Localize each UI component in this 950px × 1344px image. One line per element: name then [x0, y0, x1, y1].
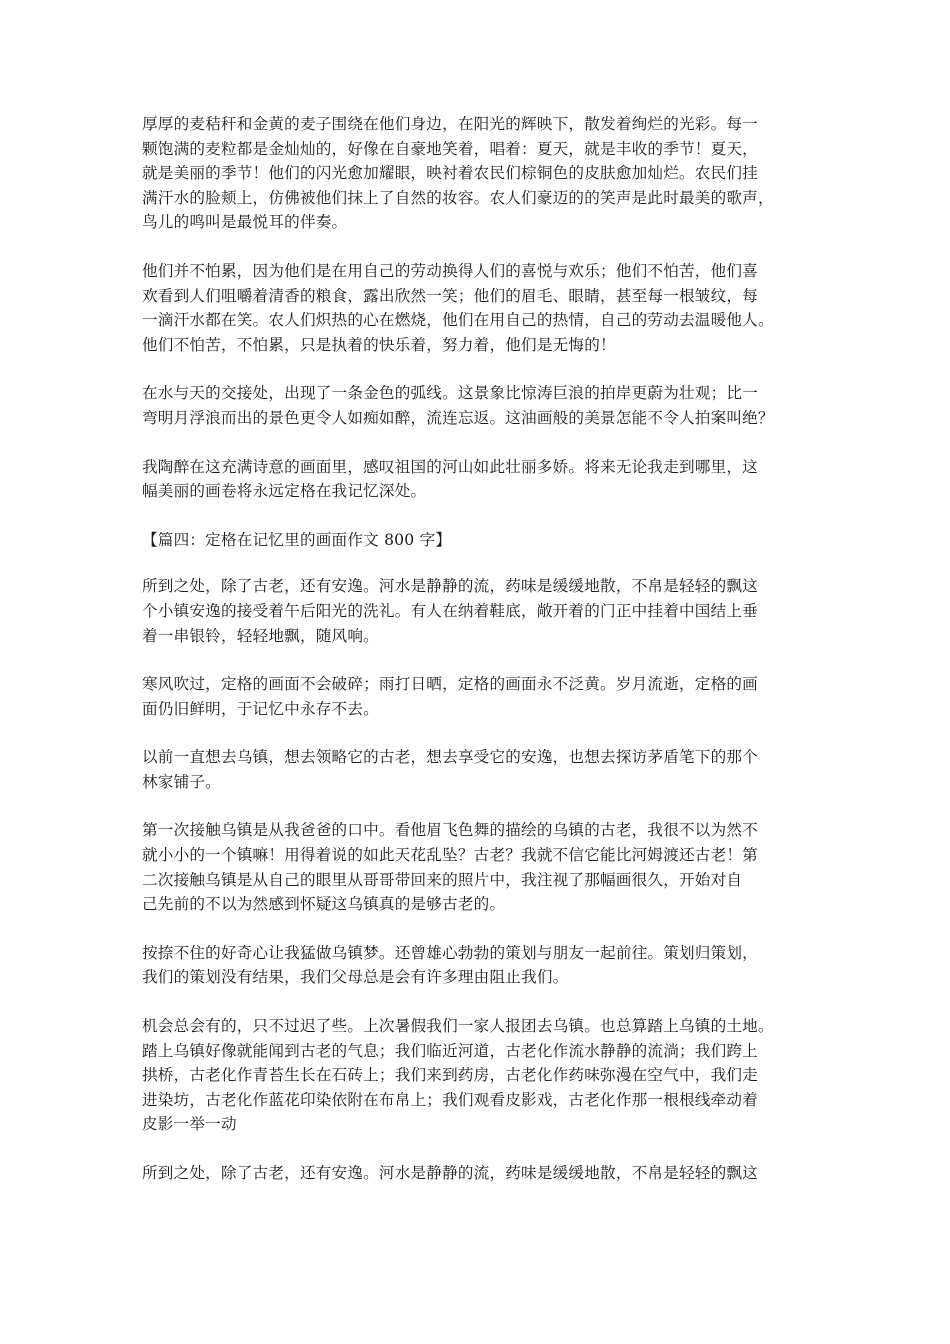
text-line: 一滴汗水都在笑。农人们炽热的心在燃烧，他们在用自己的热情，自己的劳动去温暖他人。 [142, 311, 774, 330]
text-line: 寒风吹过，定格的画面不会破碎；雨打日晒，定格的画面永不泛黄。岁月流逝，定格的画 [142, 675, 758, 694]
text-line: 他们并不怕累，因为他们是在用自己的劳动换得人们的喜悦与欢乐；他们不怕苦，他们喜 [142, 261, 758, 280]
paragraph-cold-wind [142, 672, 832, 721]
text-line: 所到之处，除了古老，还有安逸。河水是静静的流，药味是缓缓地散，不帛是轻轻的飘这 [142, 577, 758, 596]
text-line: 就是美丽的季节！他们的闪光愈加耀眼，映衬着农民们棕铜色的皮肤愈加灿烂。农民们挂 [142, 164, 758, 183]
paragraph-curiosity [142, 941, 832, 990]
paragraph-opportunity [142, 1014, 832, 1137]
text-line: 所到之处，除了古老，还有安逸。河水是静静的流，药味是缓缓地散，不帛是轻轻的飘这 [142, 1164, 758, 1182]
text-line: 我们的策划没有结果，我们父母总是会有许多理由阻止我们。 [142, 968, 569, 987]
section-heading: 【篇四：定格在记忆里的画面作文 800 字】 [142, 530, 452, 549]
paragraph-horizon [142, 381, 832, 430]
text-line: 颗饱满的麦粒都是金灿灿的，好像在自豪地笑着，唱着：夏天，就是丰收的季节！夏天， [142, 139, 758, 158]
text-line: 着一串银铃，轻轻地飘，随风响。 [142, 626, 379, 645]
text-line: 皮影一举一动 [142, 1115, 237, 1134]
text-line: 二次接触乌镇是从自己的眼里从哥哥带回来的照片中，我注视了那幅画很久，开始对自 [142, 870, 743, 889]
paragraph-wuzhen-wish [142, 745, 832, 794]
document-page [142, 112, 832, 1210]
text-line: 第一次接触乌镇是从我爸爸的口中。看他眉飞色舞的描绘的乌镇的古老，我很不以为然不 [142, 821, 758, 840]
text-line: 就小小的一个镇嘛！用得着说的如此天花乱坠？古老？我就不信它能比河姆渡还古老！第 [142, 846, 758, 865]
paragraph-first-contact [142, 818, 832, 916]
paragraph-ancient-leisure [142, 574, 832, 648]
text-line: 己先前的不以为然感到怀疑这乌镇真的是够古老的。 [142, 895, 506, 914]
text-line: 我陶醉在这充满诗意的画面里，感叹祖国的河山如此壮丽多娇。将来无论我走到哪里，这 [142, 457, 758, 476]
text-line: 在水与天的交接处，出现了一条金色的弧线。这景象比惊涛巨浪的拍岸更蔚为壮观；比一 [142, 384, 758, 403]
text-line: 踏上乌镇好像就能闻到古老的气息；我们临近河道，古老化作流水静静的流淌；我们跨上 [142, 1041, 758, 1060]
text-line: 欢看到人们咀嚼着清香的粮食，露出欣然一笑；他们的眉毛、眼睛，甚至每一根皱纹，每 [142, 286, 758, 305]
text-line: 个小镇安逸的接受着午后阳光的洗礼。有人在纳着鞋底，敞开着的门正中挂着中国结上垂 [142, 601, 758, 620]
text-line: 进染坊，古老化作蓝花印染依附在布帛上；我们观看皮影戏，古老化作那一根根线牵动着 [142, 1090, 758, 1109]
text-line: 弯明月浮浪而出的景色更令人如痴如醉，流连忘返。这油画般的美景怎能不令人拍案叫绝？ [142, 408, 774, 427]
text-line: 幅美丽的画卷将永远定格在我记忆深处。 [142, 482, 427, 501]
text-line: 以前一直想去乌镇，想去领略它的古老，想去享受它的安逸，也想去探访茅盾笔下的那个 [142, 748, 758, 767]
text-line: 满汗水的脸颊上，仿佛被他们抹上了自然的妆容。农人们豪迈的的笑声是此时最美的歌声， [142, 188, 774, 207]
text-line: 机会总会有的，只不过迟了些。上次暑假我们一家人报团去乌镇。也总算踏上乌镇的土地。 [142, 1017, 774, 1036]
text-line: 他们不怕苦，不怕累，只是执着的快乐着，努力着，他们是无悔的！ [142, 335, 616, 354]
paragraph-not-tired [142, 259, 832, 357]
paragraph-ancient-leisure-repeat [142, 1161, 832, 1186]
text-line: 厚厚的麦秸秆和金黄的麦子围绕在他们身边，在阳光的辉映下，散发着绚烂的光彩。每一 [142, 115, 758, 133]
text-line: 拱桥，古老化作青苔生长在石砖上；我们来到药房，古老化作药味弥漫在空气中，我们走 [142, 1066, 758, 1085]
text-line: 鸟儿的鸣叫是最悦耳的伴奏。 [142, 213, 348, 232]
text-line: 按捺不住的好奇心让我猛做乌镇梦。还曾雄心勃勃的策划与朋友一起前往。策划归策划， [142, 943, 758, 962]
text-line: 林家铺子。 [142, 772, 221, 791]
paragraph-intoxicated [142, 455, 832, 504]
text-line: 面仍旧鲜明，于记忆中永存不去。 [142, 699, 379, 718]
paragraph-harvest [142, 112, 832, 235]
